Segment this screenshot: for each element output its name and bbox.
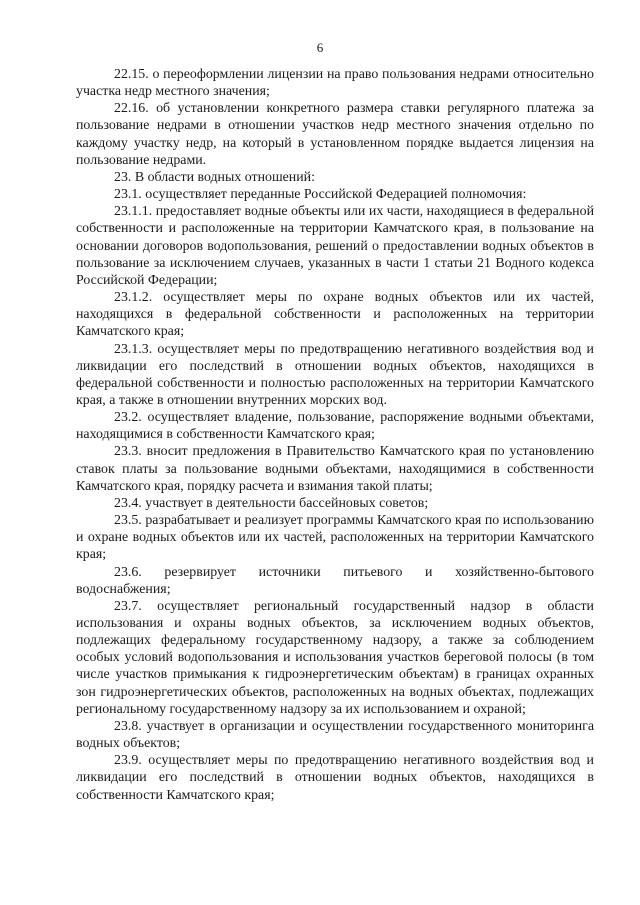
- paragraph-22-15: 22.15. о переоформлении лицензии на право пользования недрами относительно участка недр местного значения;: [76, 67, 594, 100]
- paragraph-23: 23. В области водных отношений:: [114, 169, 315, 185]
- paragraph-23-1-3: 23.1.3. осуществляет меры по предотвращению негативного воздействия вод и ликвидации его последствий в отношении водных объектов, находящихся в федеральной собственности и полностью расположенных на территории Камчатского края, а также в отношении внутренних морских вод.: [76, 341, 594, 408]
- paragraph-23-9: 23.9. осуществляет меры по предотвращению негативного воздействия вод и ликвидации его последствий в отношении водных объектов, находящихся в собственности Камчатского края;: [76, 753, 594, 803]
- paragraph-23-1: 23.1. осуществляет переданные Российской Федерацией полномочия:: [114, 187, 527, 203]
- paragraph-23-1-1: 23.1.1. предоставляет водные объекты или их части, находящиеся в федеральной собственности и расположенные на территории Камчатского края, в пользование на основании договоров водопользования, решений о предоставлении водных объектов в пользование за исключением случаев, указанных в части 1 статьи 21 Водного кодекса Российской Федерации;: [76, 204, 594, 288]
- paragraph-23-5: 23.5. разрабатывает и реализует программы Камчатского края по использованию и охране водных объектов или их частей, расположенных на территории Камчатского края;: [76, 513, 594, 563]
- paragraph-23-1-2: 23.1.2. осуществляет меры по охране водных объектов или их частей, находящихся в федеральной собственности и расположенных на территории Камчатского края;: [76, 290, 594, 340]
- paragraph-23-3: 23.3. вносит предложения в Правительство Камчатского края по установлению ставок платы за пользование водными объектами, находящимися в собственности Камчатского края, порядку расчета и взимания такой платы;: [76, 444, 594, 494]
- page-number: 6: [316, 40, 324, 55]
- paragraph-22-16: 22.16. об установлении конкретного размера ставки регулярного платежа за пользование недрами в отношении участков недр местного значения отдельно по каждому участку недр, на который в установленном порядке выдается лицензия на пользование недрами.: [76, 101, 594, 168]
- paragraph-23-2: 23.2. осуществляет владение, пользование, распоряжение водными объектами, находящимися в собственности Камчатского края;: [76, 410, 594, 443]
- document-body: [76, 66, 594, 804]
- paragraph-23-8: 23.8. участвует в организации и осуществлении государственного мониторинга водных объектов;: [76, 718, 594, 752]
- paragraph-23-6: 23.6. резервирует источники питьевого и хозяйственно-бытового водоснабжения;: [76, 564, 594, 597]
- paragraph-23-4: 23.4. участвует в деятельности бассейновых советов;: [114, 495, 429, 511]
- paragraph-23-7: 23.7. осуществляет региональный государственный надзор в области использования и охраны водных объектов, за исключением водных объектов, подлежащих федеральному государственному надзору, а также за соблюдением особых условий водопользования и использования участков береговой полосы (в том числе участков примыкания к гидроэнергетическим объектам) в границах охранных зон гидроэнергетических объектов, расположенных на водных объектах, подлежащих региональному государственному надзору за их использованием и охраной;: [76, 598, 594, 717]
